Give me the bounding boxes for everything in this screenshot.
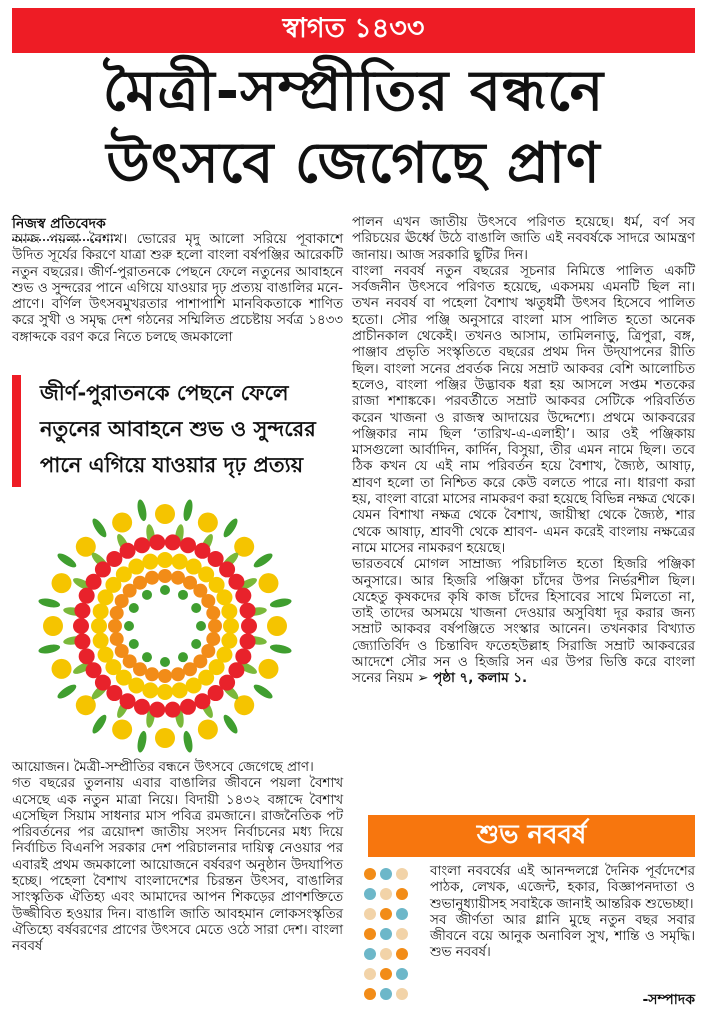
leaf-dot xyxy=(129,639,139,649)
paragraph: সব জীর্ণতা আর গ্লানি মুছে নতুন বছর সবার জীবনে বয়ে আনুক অনাবিল সুখ, শান্তি ও সমৃদ্ধি। শুভ নববর্ষ। xyxy=(430,912,695,961)
paragraph: গত বছরের তুলনায় এবার বাঙালির জীবনে পয়লা বৈশাখ এসেছে এক নতুন মাত্রা নিয়ে। বিদায়ী ১৪৩২ বঙ্গাব্দে বৈশাখ এসেছিল সিয়াম সাধনার মাস পবিত্র রমজানে। রাজনৈতিক পট পরিবর্তনের পর ত্রয়োদশ জাতীয় সংসদ নির্বাচনের মধ্য দিয়ে নির্বাচিত বিএনপি সরকার দেশ পরিচালনার দায়িত্ব নেওয়ার পর এবারই প্রথম জমকালো আয়োজনে বর্ষবরণ অনুষ্ঠান উদযাপিত হচ্ছে। পহেলা বৈশাখ বাংলাদেশের চিরন্তন উৎসব, বাঙালির সাংস্কৃতিক ঐতিহ্য এবং আমাদের আপন শিকড়ের প্রাণশক্তিতে উজ্জীবিত হওয়ার দিন। বাঙালি জাতি আবহমান লোকসংস্কৃতির ঐতিহ্যে বর্ষবরণের প্রাণের উৎসবে মেতে ওঠে সারা দেশ। বাংলা নববর্ষ xyxy=(12,776,343,955)
mandala-motif xyxy=(396,908,408,920)
leaf-petal xyxy=(90,517,109,540)
marigold-orange xyxy=(171,667,185,681)
marigold-yellow xyxy=(172,554,188,570)
mandala-motif xyxy=(380,888,392,900)
marigold-orange xyxy=(201,594,215,608)
leaf-dot xyxy=(160,657,170,667)
marigold-orange xyxy=(110,632,124,646)
marigold-red xyxy=(165,702,181,718)
leaf-dot xyxy=(160,585,170,595)
marigold-outer xyxy=(52,659,72,679)
mandala-motif xyxy=(364,968,376,980)
marigold-red xyxy=(134,699,150,715)
decorative-mandala-icon xyxy=(360,862,420,1007)
headline xyxy=(12,56,695,200)
mandala-motif xyxy=(380,908,392,920)
marigold-yellow xyxy=(223,618,239,634)
marigold-red xyxy=(73,618,89,634)
marigold-yellow xyxy=(93,633,109,649)
mandala-motif xyxy=(364,888,376,900)
marigold-yellow xyxy=(172,682,188,698)
marigold-orange xyxy=(108,619,122,633)
marigold-yellow xyxy=(91,618,107,634)
leaf-petal xyxy=(38,643,61,655)
leaf-petal xyxy=(56,682,79,701)
leaf-petal xyxy=(182,499,194,522)
paragraph xyxy=(352,557,695,687)
leaf-petal xyxy=(221,713,240,736)
paragraph: বাংলা নববর্ষের এই আনন্দলগ্নে দৈনিক পূর্বদেশের পাঠক, লেখক, এজেন্ট, হকার, বিজ্ঞাপনদাতা ও শুভানুধ্যায়ীসহ সবাইকে জানাই আন্তরিক শুভেচ্ছা। xyxy=(430,864,695,912)
marigold-red xyxy=(180,699,196,715)
marigold-outer xyxy=(155,504,175,524)
marigold-orange xyxy=(133,576,147,590)
marigold-outer xyxy=(267,616,287,636)
marigold-yellow xyxy=(142,554,158,570)
marigold-red xyxy=(74,603,90,619)
leaf-petal xyxy=(38,597,61,609)
leaf-dot xyxy=(191,639,201,649)
leaf-petal xyxy=(221,517,240,540)
paragraph-text: ভারতবর্ষে মোগল সাম্রাজ্য পরিচালিত হতো হিজরি পঞ্জিকা অনুসারে। আর হিজরি পঞ্জিকা চাঁদের উপর নির্ভরশীল ছিল। যেহেতু কৃষকদের কৃষি কাজ চাঁদের হিসাবের সাথে মিলতো না, তাই তাদের অসময়ে খাজনা দেওয়ার অসুবিধা দূর করার জন্য সম্রাট আকবর বর্ষপঞ্জিতে সংস্কার আনেন। তখনকার বিখ্যাত জ্যোতির্বিদ ও চিন্তাবিদ ফতেহউল্লাহ সিরাজি সম্রাট আকবরের আদেশে সৌর সন ও হিজরি সন এর উপর ভিত্তি করে বাংলা সনের নিয়ম xyxy=(352,557,695,687)
mandala-motif xyxy=(364,868,376,880)
leaf-petal xyxy=(182,730,194,753)
marigold-outer xyxy=(155,728,175,748)
marigold-yellow xyxy=(142,682,158,698)
article-right-column xyxy=(352,215,695,688)
marigold-yellow xyxy=(128,559,144,575)
leaf-dot xyxy=(142,652,152,662)
marigold-red xyxy=(240,603,256,619)
mandala-motif xyxy=(380,988,392,1000)
marigold-yellow xyxy=(157,684,173,700)
mandala-motif xyxy=(396,988,408,1000)
marigold-yellow xyxy=(157,552,173,568)
marigold-yellow xyxy=(221,603,237,619)
marigold-red xyxy=(79,648,95,664)
marigold-outer xyxy=(198,719,218,739)
marigold-red xyxy=(86,662,102,678)
leaf-petal xyxy=(269,597,292,609)
mandala-motif xyxy=(396,868,408,880)
marigold-red xyxy=(240,633,256,649)
headline-line-1: মৈত্রী-সম্প্রীতির বন্ধনে xyxy=(102,59,605,124)
leaf-petal xyxy=(252,551,275,570)
leaf-petal xyxy=(252,682,275,701)
marigold-red xyxy=(134,537,150,553)
marigold-outer xyxy=(112,513,132,533)
marigold-orange xyxy=(158,669,172,683)
intro-paragraph: আজ পয়লা বৈশাখ। ভোরের মৃদু আলো সরিয়ে পূবাকাশে উদিত সূর্যের কিরণে যাত্রা শুরু হলো বাংলা বর্ষপঞ্জির আরেকটি নতুন বছরের। জীর্ণ-পুরাতনকে পেছনে ফেলে নতুনের আবাহনে শুভ ও সুন্দরের পানে এগিয়ে যাওয়ার দৃঢ় প্রত্যয় বাঙালির মনে-প্রাণে। বর্ণিল উৎসবমুখরতার পাশাপাশি মানবিকতাকে শাণিত করে সুখী ও সমৃদ্ধ দেশ গঠনের সম্মিলিত প্রচেষ্টায় সর্বত্র ১৪৩৩ বঙ্গাব্দকে বরণ করে নিতে চলছে জমকালো xyxy=(12,232,343,345)
pull-quote xyxy=(12,375,342,487)
headline-line-2: উৎসবে জেগেছে প্রাণ xyxy=(106,131,601,196)
marigold-red xyxy=(228,574,244,590)
marigold-red xyxy=(74,633,90,649)
marigold-red xyxy=(241,618,257,634)
marigold-yellow xyxy=(98,647,114,663)
marigold-orange xyxy=(145,667,159,681)
pull-quote-text: জীর্ণ-পুরাতনকে পেছনে ফেলে নতুনের আবাহনে শুভ ও সুন্দরের পানে এগিয়ে যাওয়ার দৃঢ় প্রত্যয় xyxy=(40,381,316,477)
mandala-motif xyxy=(396,928,408,940)
marigold-yellow xyxy=(216,589,232,605)
marigold-red xyxy=(194,693,210,709)
marigold-red xyxy=(106,551,122,567)
mandala-motif xyxy=(380,968,392,980)
greeting-banner xyxy=(368,815,695,857)
marigold-outer xyxy=(52,573,72,593)
marigold-yellow xyxy=(93,603,109,619)
marigold-orange xyxy=(158,569,172,583)
continued-on-page-link[interactable]: ➢ পৃষ্ঠা ৭, কলাম ১. xyxy=(417,671,528,687)
marigold-yellow xyxy=(221,633,237,649)
mandala-motif xyxy=(364,948,376,960)
marigold-red xyxy=(180,537,196,553)
marigold-orange xyxy=(145,571,159,585)
marigold-red xyxy=(149,534,165,550)
leaf-dot xyxy=(178,652,188,662)
mandala-motif xyxy=(396,888,408,900)
marigold-outer xyxy=(258,659,278,679)
alpona-mandala-image xyxy=(20,495,310,757)
mandala-motif xyxy=(380,928,392,940)
leaf-petal xyxy=(90,713,109,736)
marigold-outer xyxy=(258,573,278,593)
leaf-dot xyxy=(129,603,139,613)
leaf-petal xyxy=(136,730,148,753)
marigold-orange xyxy=(115,644,129,658)
marigold-orange xyxy=(171,571,185,585)
mandala-motif xyxy=(364,928,376,940)
marigold-outer xyxy=(43,616,63,636)
marigold-red xyxy=(79,588,95,604)
marigold-red xyxy=(120,543,136,559)
greeting-title: শুভ নববর্ষ xyxy=(476,820,587,850)
article-left-continued xyxy=(12,760,343,956)
article-intro xyxy=(12,232,343,346)
section-banner xyxy=(12,8,695,53)
mandala-motif xyxy=(364,908,376,920)
paragraph: আয়োজন। মৈত্রী-সম্প্রীতির বন্ধনে উৎসবে জেগেছে প্রাণ। xyxy=(12,760,314,775)
leaf-petal xyxy=(269,643,292,655)
editor-signature: -সম্পাদক xyxy=(642,992,695,1008)
leaf-dot xyxy=(178,590,188,600)
mandala-motif xyxy=(396,968,408,980)
leaf-dot xyxy=(124,621,134,631)
banner-title: স্বাগত ১৪৩৩ xyxy=(282,13,425,44)
marigold-orange xyxy=(206,606,220,620)
marigold-red xyxy=(235,588,251,604)
marigold-orange xyxy=(183,662,197,676)
paragraph: বাংলা নববর্ষ নতুন বছরের সূচনার নিমিত্তে পালিত একটি সর্বজনীন উৎসবে পরিণত হয়েছে, একসময় এমনটি ছিল না। তখন নববর্ষ বা পহেলা বৈশাখ ঋতুধর্মী উৎসব হিসেবে পালিত হতো। সৌর পঞ্জি অনুসারে বাংলা মাস পালিত হতো অনেক প্রাচীনকাল থেকেই। তখনও আসাম, তামিলনাড়ু, ত্রিপুরা, বঙ্গ, পাঞ্জাব প্রভৃতি সংস্কৃতিতে বছরের প্রথম দিন উদ্‌যাপনের রীতি ছিল। বাংলা সনের প্রবর্তক নিয়ে সম্রাট আকবর বেশি আলোচিত হলেও, বাংলা পঞ্জির উদ্ভাবক ধরা হয় আসলে সপ্তম শতকের রাজা শশাঙ্ককে। পরবর্তীতে সম্রাট আকবর সেটিকে পরিবর্তিত করেন খাজনা ও রাজস্ব আদায়ের উদ্দেশ্যে। প্রথমে আকবরের পঞ্জিকার নাম ছিল ‘তারিখ-এ-এলাহী’। আর ওই পঞ্জিকায় মাসগুলো আর্বাদিন, কার্দিন, বিসুয়া, তীর এমন নামে ছিল। তবে ঠিক কখন যে এই নাম পরিবর্তন হয়ে বৈশাখ, জ্যৈষ্ঠ, আষাঢ়, শ্রাবণ হলো তা নিশ্চিত করে কেউ বলতে পারে না। ধারণা করা হয়, বাংলা বারো মাসের নামকরণ করা হয়েছে বিভিন্ন নক্ষত্র থেকে। যেমন বিশাখা নক্ষত্র থেকে বৈশাখ, জায়ীস্থা থেকে জ্যৈষ্ঠ, শার থেকে আষাঢ়, শ্রাবণী থেকে শ্রাবণ- এমন করেই বাংলায় নক্ষত্রের নামে মাসের নামকরণ হয়েছে। xyxy=(352,263,695,556)
marigold-red xyxy=(149,702,165,718)
marigold-red xyxy=(235,648,251,664)
marigold-red xyxy=(120,693,136,709)
paragraph: পালন এখন জাতীয় উৎসবে পরিণত হয়েছে। ধর্ম, বর্ণ সব পরিচয়ের ঊর্ধ্বে উঠে বাঙালি জাতি এই নববর্ষকে সাদরে আমন্ত্রণ জানায়। আজ সরকারি ছুটির দিন। xyxy=(352,215,695,263)
marigold-red xyxy=(208,685,224,701)
marigold-yellow xyxy=(186,677,202,693)
mandala-motif xyxy=(380,948,392,960)
leaf-petal xyxy=(136,499,148,522)
byline: নিজস্ব প্রতিবেদক xyxy=(12,212,117,241)
mandala-motif xyxy=(364,988,376,1000)
marigold-orange xyxy=(208,619,222,633)
leaf-dot xyxy=(196,621,206,631)
marigold-outer xyxy=(198,513,218,533)
marigold-red xyxy=(165,534,181,550)
mandala-motif xyxy=(396,948,408,960)
leaf-dot xyxy=(191,603,201,613)
marigold-orange xyxy=(206,632,220,646)
marigold-outer xyxy=(112,719,132,739)
pull-quote-bar xyxy=(12,375,21,487)
mandala-motif xyxy=(380,868,392,880)
leaf-dot xyxy=(142,590,152,600)
marigold-red xyxy=(194,543,210,559)
leaf-petal xyxy=(56,551,79,570)
marigold-orange xyxy=(110,606,124,620)
editorial-greeting xyxy=(430,864,695,962)
